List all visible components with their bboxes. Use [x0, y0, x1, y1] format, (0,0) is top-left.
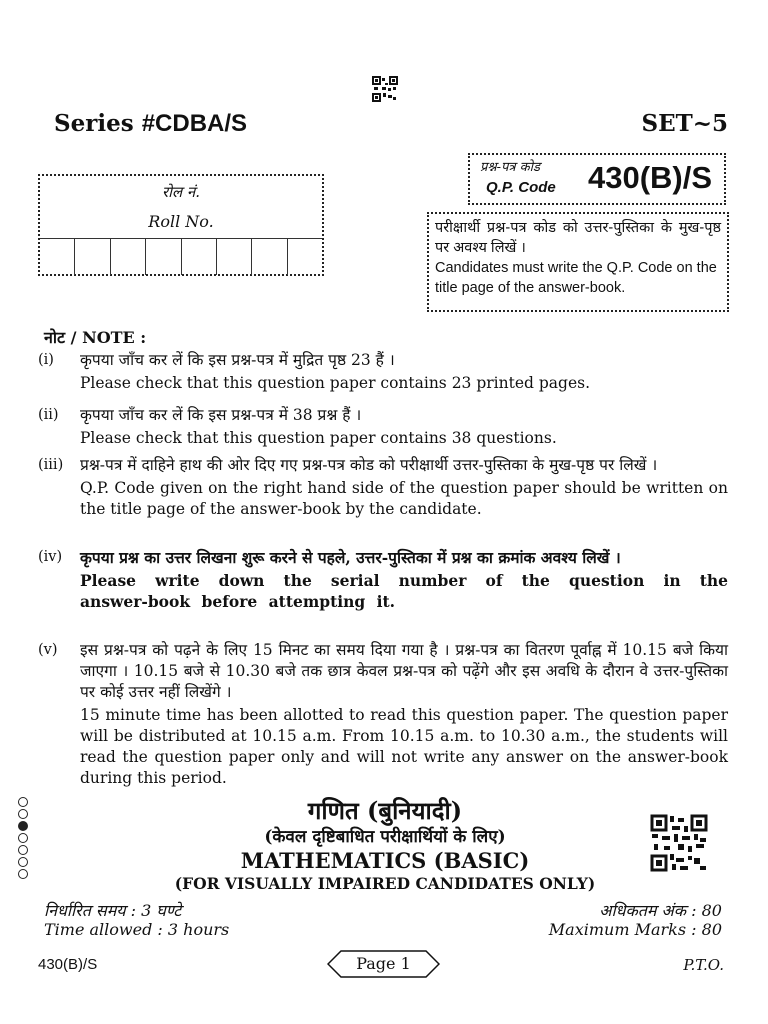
note-item-hindi: कृपया प्रश्न का उत्तर लिखना शुरू करने से पहले, उत्तर-पुस्तिका में प्रश्न का क्रमांक अवश्य लिखें ।: [80, 548, 621, 567]
note-title: नोट / NOTE :: [44, 328, 147, 347]
note-item-number: (iii): [38, 457, 64, 473]
subject-hindi-sub: (केवल दृष्टिबाधित परीक्षार्थियों के लिए): [264, 827, 506, 847]
note-item: [38, 350, 728, 396]
series-text: Series: [54, 110, 134, 137]
roll-digit-cell[interactable]: [252, 239, 287, 275]
subject-hindi: गणित (बुनियादी): [307, 796, 463, 825]
qr-code-icon: [650, 814, 708, 872]
set-number: SET~5: [641, 110, 728, 137]
roll-digit-cell[interactable]: [182, 239, 217, 275]
note-item-english: Q.P. Code given on the right hand side of the question paper should be written on the title page of the answer-book by the candidate.: [80, 479, 728, 518]
note-item-english: 15 minute time has been allotted to read this question paper. The question paper will be distributed at 10.15 a.m. From 10.15 a.m. to 10.30 a.m., the students will read the question paper only and will not write any answer on the answer-book during this period.: [80, 706, 728, 787]
series-label: [54, 110, 247, 138]
note-item-hindi: कृपया जाँच कर लें कि इस प्रश्न-पत्र में मुद्रित पृष्ठ 23 हैं ।: [80, 351, 395, 369]
pto-label: P.T.O.: [683, 956, 724, 974]
roll-digit-cell[interactable]: [288, 239, 322, 275]
note-item-hindi: प्रश्न-पत्र में दाहिने हाथ की ओर दिए गए प्रश्न-पत्र कोड को परीक्षार्थी उत्तर-पुस्तिका के मुख-पृष्ठ पर लिखें ।: [80, 456, 658, 474]
note-item: [38, 640, 728, 791]
qp-code-instruction-box: [427, 212, 729, 312]
qp-code-box: [468, 153, 726, 205]
roll-digit-cell[interactable]: [75, 239, 110, 275]
note-item-hindi: इस प्रश्न-पत्र को पढ़ने के लिए 15 मिनट का समय दिया गया है । प्रश्न-पत्र का वितरण पूर्वाह्न में 10.15 बजे किया जाएगा । 10.15 बजे से 10.30 बजे तक छात्र केवल प्रश्न-पत्र को पढ़ेंगे और इस अवधि के दौरान वे उत्तर-पुस्तिका पर कोई उत्तर नहीं लिखेंगे ।: [80, 641, 728, 701]
note-item-english: Please check that this question paper contains 38 questions.: [80, 429, 557, 447]
note-item: [38, 455, 728, 522]
note-item-number: (ii): [38, 407, 59, 423]
note-item-number: (v): [38, 642, 58, 658]
qp-code-hindi-label: प्रश्न-पत्र कोड: [480, 160, 540, 175]
instruction-hindi: परीक्षार्थी प्रश्न-पत्र कोड को उत्तर-पुस्तिका के मुख-पृष्ठ पर अवश्य लिखें ।: [435, 220, 721, 256]
time-allowed-hindi: निर्धारित समय : 3 घण्टे: [44, 901, 182, 920]
braille-marker-icon: [18, 797, 32, 881]
note-item-number: (iv): [38, 549, 63, 565]
qr-code-top: [372, 76, 398, 102]
note-item-english: Please check that this question paper contains 23 printed pages.: [80, 374, 591, 392]
max-marks-hindi: अधिकतम अंक : 80: [599, 901, 722, 920]
max-marks: Maximum Marks : 80: [548, 920, 722, 939]
roll-label: Roll No.: [148, 212, 214, 231]
series-code: #CDBA/S: [141, 110, 248, 137]
qp-code-label: Q.P. Code: [486, 179, 556, 196]
note-item: [38, 547, 728, 614]
page-number-badge: [327, 950, 440, 978]
page-number: Page 1: [356, 954, 411, 973]
time-allowed: Time allowed : 3 hours: [44, 920, 230, 939]
note-item-english: Please write down the serial number of the question in the answer-book before attempting it.: [80, 571, 728, 611]
instruction-english: Candidates must write the Q.P. Code on the title page of the answer-book.: [435, 260, 717, 296]
roll-digit-cell[interactable]: [40, 239, 75, 275]
roll-digit-cell[interactable]: [146, 239, 181, 275]
subject-english: MATHEMATICS (BASIC): [240, 848, 530, 873]
qp-code: 430(B)/S: [588, 160, 713, 195]
footer-qp-code: 430(B)/S: [38, 956, 98, 973]
roll-digit-cell[interactable]: [217, 239, 252, 275]
roll-number-box: [38, 174, 324, 276]
roll-hindi-label: रोल नं.: [161, 183, 201, 201]
subject-english-sub: (FOR VISUALLY IMPAIRED CANDIDATES ONLY): [174, 874, 596, 893]
note-item: [38, 405, 728, 451]
roll-digit-cell[interactable]: [111, 239, 146, 275]
subject-title-block: [140, 796, 630, 894]
note-item-hindi: कृपया जाँच कर लें कि इस प्रश्न-पत्र में 38 प्रश्न हैं ।: [80, 406, 362, 424]
roll-number-grid[interactable]: [40, 238, 322, 275]
note-item-number: (i): [38, 352, 54, 368]
